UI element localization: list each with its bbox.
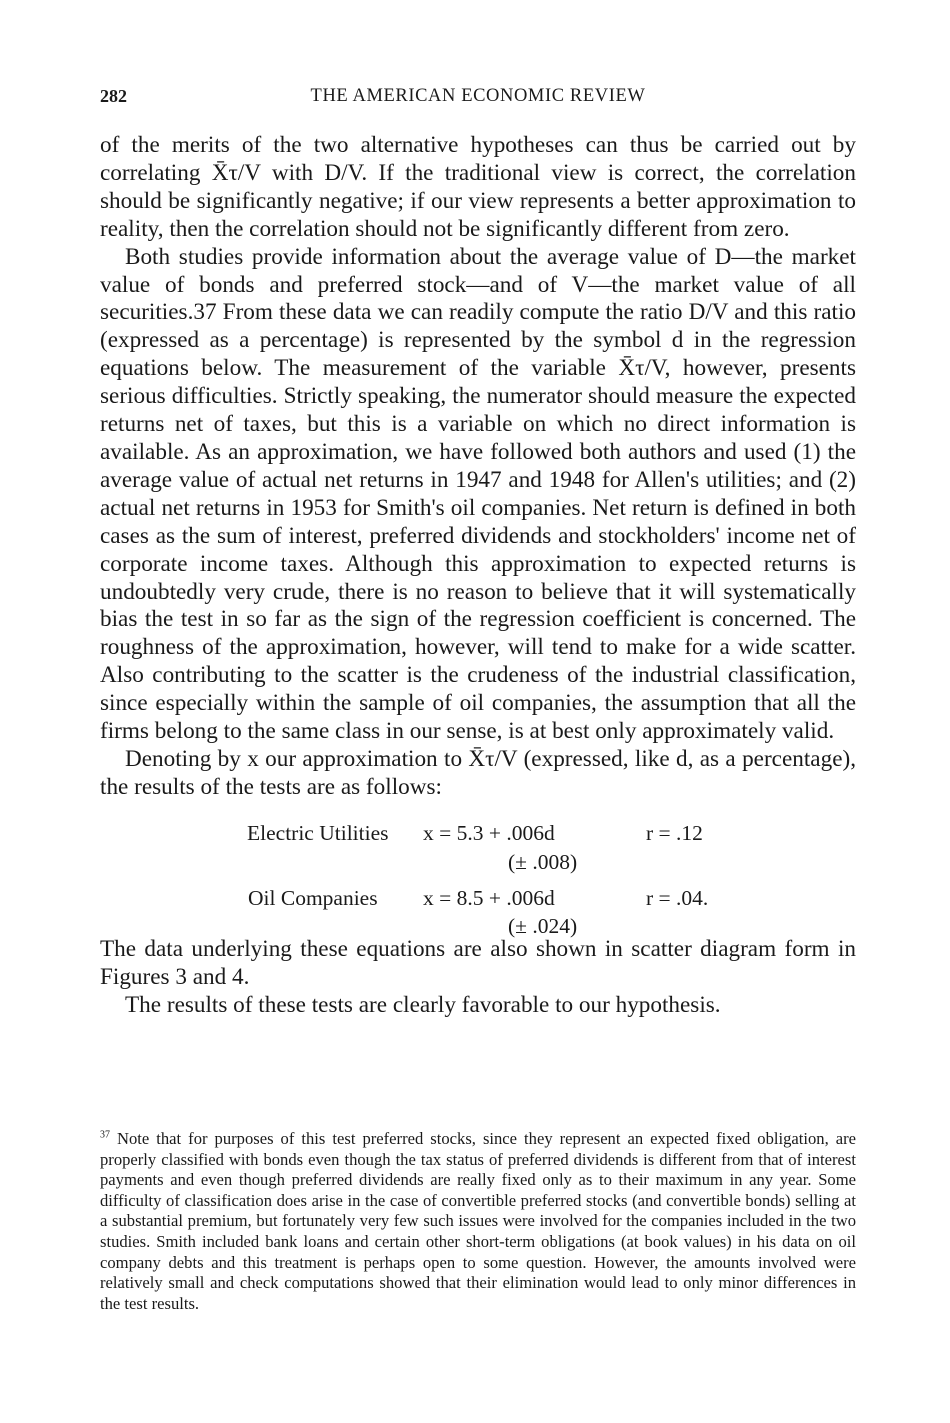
equation-label-electric-utilities: Electric Utilities [247,820,389,845]
paragraph-5: The results of these tests are clearly favorable to our hypothesis. [125,991,721,1018]
paragraph-2: Both studies provide information about the average value of D—the market value of bonds and preferred stock—and of V—the market value of all securities.37 From these data we can readily compute the ratio D/V and this ratio (expressed as a percentage) is represented by the symbol d in the regression equations below. The measurement of the variable X̄τ/V, however, presents serious difficulties. Strictly speaking, the numerator should measure the expected returns net of taxes, but this is a variable on which no direct information is available. As an approximation, we have followed both authors and used (1) the average value of actual net returns in 1947 and 1948 for Allen's utilities; and (2) actual net returns in 1953 for Smith's oil companies. Net return is defined in both cases as the sum of interest, preferred dividends and stockholders' income net of corporate income taxes. Although this approximation to expected returns is undoubtedly very crude, there is no reason to believe that it will systematically bias the test in so far as the sign of the regression coefficient is concerned. The roughness of the approximation, however, will tend to make for a wide scatter. Also contributing to the scatter is the crudeness of the industrial classification, since especially within the sample of oil companies, the assumption that all the firms belong to the same class in our sense, is at best only approximately valid. [100,243,856,745]
correlation-oil-companies: r = .04. [646,885,709,910]
equation-oil-companies: x = 8.5 + .006d [423,885,555,910]
article-body [100,132,856,1019]
journal-title: THE AMERICAN ECONOMIC REVIEW [310,86,646,106]
paragraph-1: of the merits of the two alternative hypotheses can thus be carried out by correlating X̄τ/V with D/V. If the traditional view is correct, the correlation should be significantly negative; if our view represents a better approximation to reality, then the correlation should not be significantly different from zero. [100,132,856,242]
equation-label-oil-companies: Oil Companies [248,885,378,910]
regression-equations [100,802,856,936]
standard-error-electric-utilities: (± .008) [508,849,578,874]
page-header [100,86,856,114]
footnotes [100,1129,856,1314]
footnote-37 [100,1129,856,1314]
paragraph-3: Denoting by x our approximation to X̄τ/V (expressed, like d, as a percentage), the results of the tests are as follows: [100,745,856,800]
paragraph-4: The data underlying these equations are also shown in scatter diagram form in Figures 3 and 4. [100,935,856,990]
correlation-electric-utilities: r = .12 [646,820,703,845]
footnote-text: Note that for purposes of this test preferred stocks, since they represent an expected fixed obligation, are properly classified with bonds even though the tax status of preferred dividends is different from that of interest payments and even though preferred dividends are really fixed only as to their maximum in any year. Some difficulty of classification does arise in the case of convertible preferred stocks (and convertible bonds) selling at a substantial premium, but fortunately very few such issues were involved for the companies included in the two studies. Smith included bank loans and certain other short-term obligations (at book values) in his data on oil company debts and this treatment is perhaps open to some question. However, the amounts involved were relatively small and check computations showed that their elimination would lead to only minor differences in the test results. [100,1129,856,1313]
page-number: 282 [100,86,127,106]
equation-electric-utilities: x = 5.3 + .006d [423,820,555,845]
standard-error-oil-companies: (± .024) [508,913,578,938]
footnote-marker: 37 [100,1129,110,1141]
